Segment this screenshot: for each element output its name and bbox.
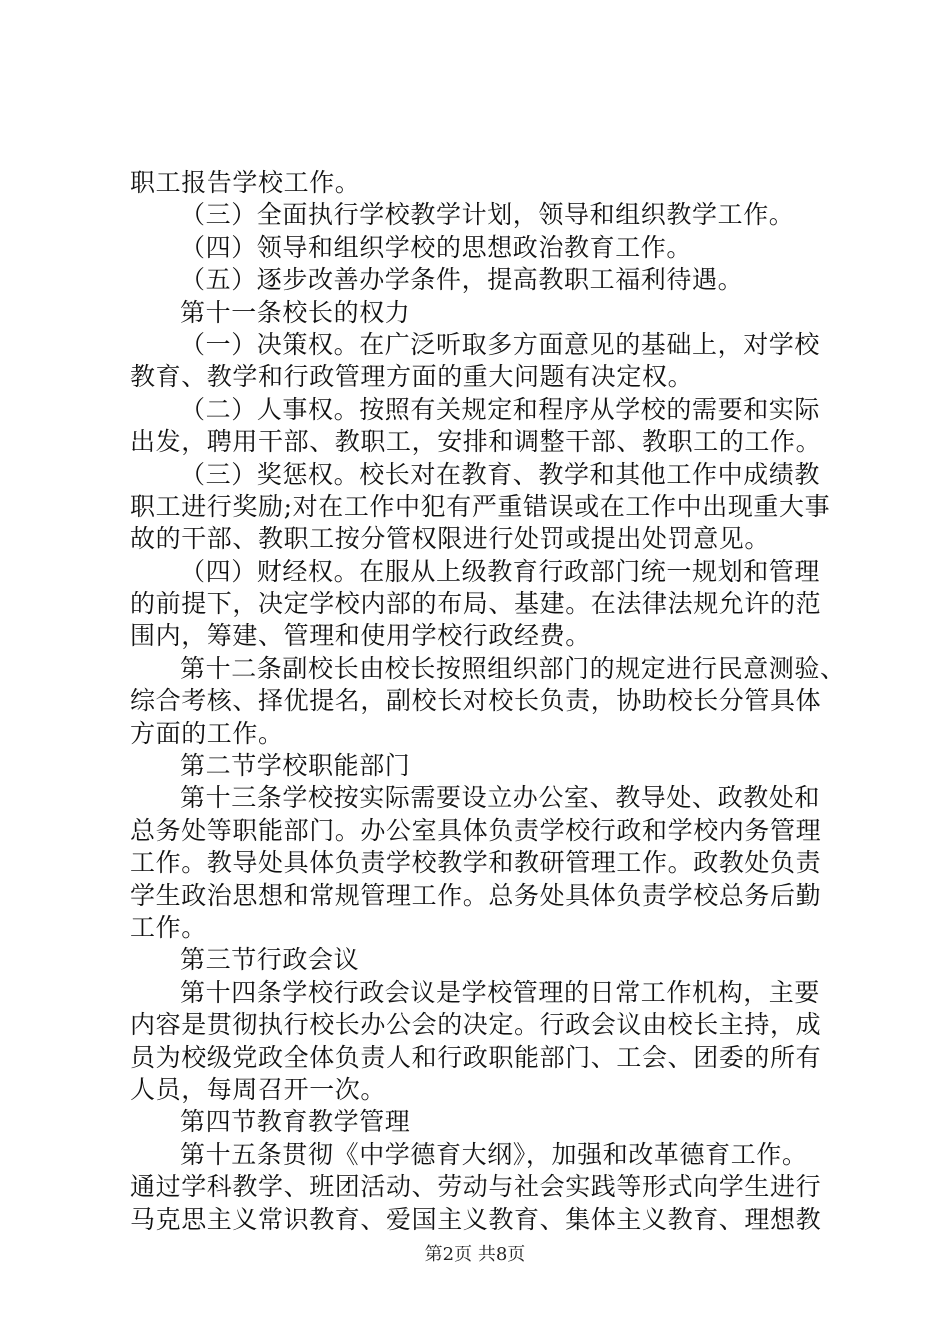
text-line: （四）领导和组织学校的思想政治教育工作。 — [180, 232, 693, 262]
text-line: 员为校级党政全体负责人和行政职能部门、工会、团委的所有 — [130, 1042, 822, 1072]
text-line: 第四节教育教学管理 — [180, 1107, 411, 1137]
text-line: 第三节行政会议 — [180, 945, 360, 975]
text-line: 工作。 — [130, 912, 207, 942]
text-line: 综合考核、择优提名，副校长对校长负责，协助校长分管具体 — [130, 686, 822, 716]
text-line: 人员，每周召开一次。 — [130, 1074, 387, 1104]
text-line: （一）决策权。在广泛听取多方面意见的基础上，对学校 — [180, 329, 821, 359]
page-footer: 第2页 共8页 — [424, 1244, 526, 1265]
text-line: （三）奖惩权。校长对在教育、教学和其他工作中成绩教 — [180, 459, 821, 489]
text-line: 出发，聘用干部、教职工，安排和调整干部、教职工的工作。 — [130, 427, 822, 457]
text-line: 学生政治思想和常规管理工作。总务处具体负责学校总务后勤 — [130, 880, 822, 910]
text-line: 围内，筹建、管理和使用学校行政经费。 — [130, 621, 591, 651]
text-line: 第十三条学校按实际需要设立办公室、教导处、政教处和 — [180, 783, 821, 813]
text-line: 马克思主义常识教育、爱国主义教育、集体主义教育、理想教 — [130, 1204, 822, 1234]
text-line: （二）人事权。按照有关规定和程序从学校的需要和实际 — [180, 394, 821, 424]
text-line: 第二节学校职能部门 — [180, 751, 411, 781]
text-line: 职工进行奖励;对在工作中犯有严重错误或在工作中出现重大事 — [130, 491, 831, 521]
text-line: 第十一条校长的权力 — [180, 297, 411, 327]
text-line: 总务处等职能部门。办公室具体负责学校行政和学校内务管理 — [130, 815, 822, 845]
document-body — [130, 167, 846, 1236]
text-line: 第十二条副校长由校长按照组织部门的规定进行民意测验、 — [180, 653, 846, 683]
text-line: 通过学科教学、班团活动、劳动与社会实践等形式向学生进行 — [130, 1172, 822, 1202]
text-line: 教育、教学和行政管理方面的重大问题有决定权。 — [130, 362, 694, 392]
text-line: 职工报告学校工作。 — [130, 168, 361, 197]
text-line: 第十四条学校行政会议是学校管理的日常工作机构，主要 — [180, 977, 821, 1007]
text-line: 方面的工作。 — [130, 718, 284, 748]
text-line: 的前提下，决定学校内部的布局、基建。在法律法规允许的范 — [130, 589, 822, 619]
text-line: （五）逐步改善办学条件，提高教职工福利待遇。 — [180, 265, 744, 295]
text-line: 工作。教导处具体负责学校教学和教研管理工作。政教处负责 — [130, 848, 822, 878]
text-line: 第十五条贯彻《中学德育大纲》，加强和改革德育工作。 — [180, 1139, 808, 1169]
text-line: （四）财经权。在服从上级教育行政部门统一规划和管理 — [180, 556, 821, 586]
text-line: 内容是贯彻执行校长办公会的决定。行政会议由校长主持，成 — [130, 1010, 822, 1040]
text-line: （三）全面执行学校教学计划，领导和组织教学工作。 — [180, 200, 795, 230]
text-line: 故的干部、教职工按分管权限进行处罚或提出处罚意见。 — [130, 524, 771, 554]
